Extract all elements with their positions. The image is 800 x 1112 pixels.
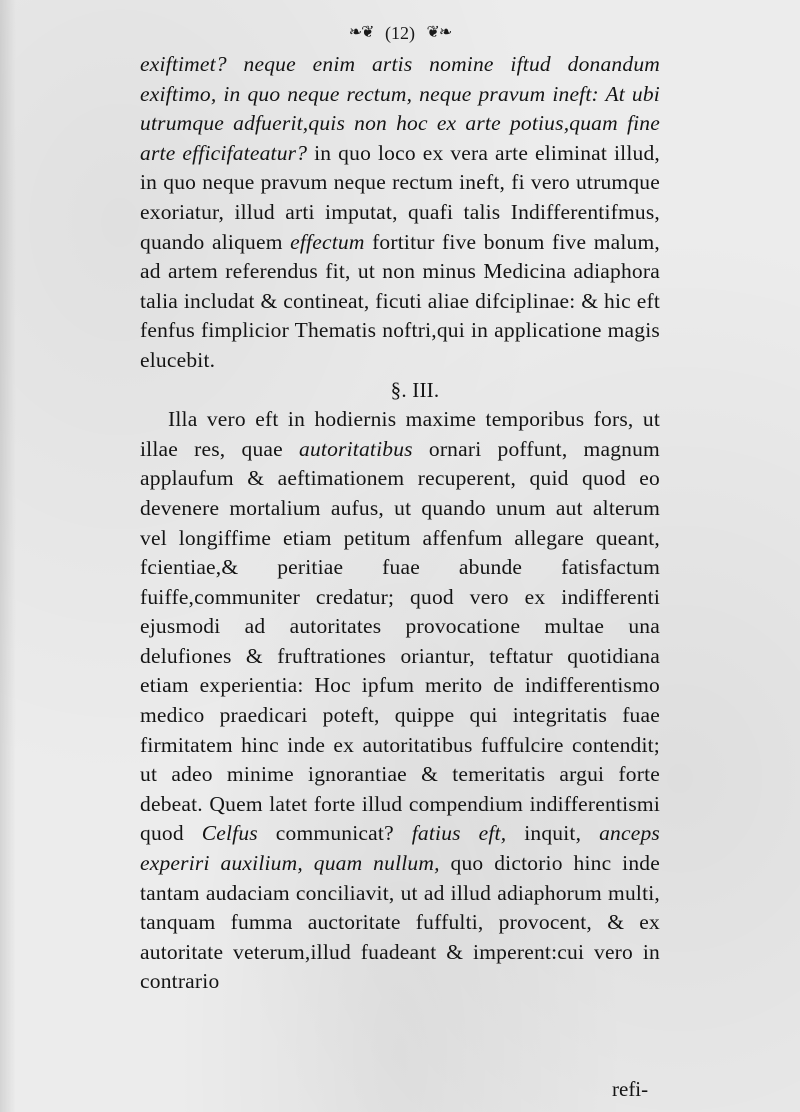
text-run: inquit,: [506, 821, 600, 846]
italic-quote: anceps experiri auxilium, quam nullum,: [140, 821, 660, 876]
paragraph-1: [140, 50, 660, 376]
main-text: [140, 50, 660, 997]
italic-quote: fatius eft,: [411, 821, 507, 846]
running-header: [0, 18, 800, 46]
page-number: (12): [385, 22, 415, 43]
paragraph-2: [140, 405, 660, 997]
text-run: in quo loco ex vera arte eliminat illud, in quo neque pravum neque rectum ineft, fi vero utrumque exoriatur, illud arti imputat, quafi talis Indifferentifmus, quando aliquem: [140, 140, 660, 254]
section-heading: §. III.: [390, 377, 440, 402]
text-run: Illa vero eft in hodiernis maxime temporibus fors, ut illae res, quae: [140, 407, 660, 461]
text-run: communicat?: [257, 821, 412, 846]
text-run: fortitur five bonum five malum, ad artem referendus fit, ut non minus Medicina adiaphora talia includat & contineat, ficuti aliae difciplinae: & hic eft fenfus fimplicior Thematis noftri,qui in applicatione magis elucebit.: [140, 229, 660, 372]
ornament-right-icon: ❦❧: [426, 23, 452, 41]
italic-term: effectum: [290, 229, 365, 254]
catchword: refi-: [612, 1077, 649, 1101]
page-gutter-shadow: [0, 0, 16, 1112]
quotation-italic: exiftimet? neque enim artis nomine iftud donandum exiftimo, in quo neque rectum, neque pravum ineft: At ubi utrumque adfuerit,quis non hoc ex arte potius,quam fine arte efficifateatur?: [140, 52, 660, 165]
italic-term: autoritatibus: [299, 436, 413, 461]
italic-author: Celfus: [201, 821, 258, 846]
ornament-left-icon: ❧❦: [348, 23, 374, 41]
text-run: ornari poffunt, magnum applaufum & aeftimationem recuperent, quid quod eo devenere mortalium aufus, ut quando unum aut alterum vel longiffime etiam petitum affenfum allegare queant, fcientiae,& peritiae fuae abunde fatisfactum fuiffe,communiter credatur; quod vero ex indifferenti ejusmodi ad autoritates provocatione multae una delufiones & fruftrationes oriantur, teftatur quotidiana etiam experientia: Hoc ipfum merito de indifferentismo medico praedicari poteft, quippe qui integritatis fuae firmitatem hinc inde ex autoritatibus fuffulcire contendit; ut adeo minime ignorantiae & temeritatis argui forte debeat. Quem latet forte illud compendium indifferentismi quod: [140, 436, 660, 846]
text-run: quo dictorio hinc inde tantam audaciam conciliavit, ut ad illud adiaphorum multi, tanquam fumma auctoritate fuffulti, provocent, & ex autoritate veterum,illud fuadeant & imperent:cui vero in contrario: [140, 851, 660, 994]
